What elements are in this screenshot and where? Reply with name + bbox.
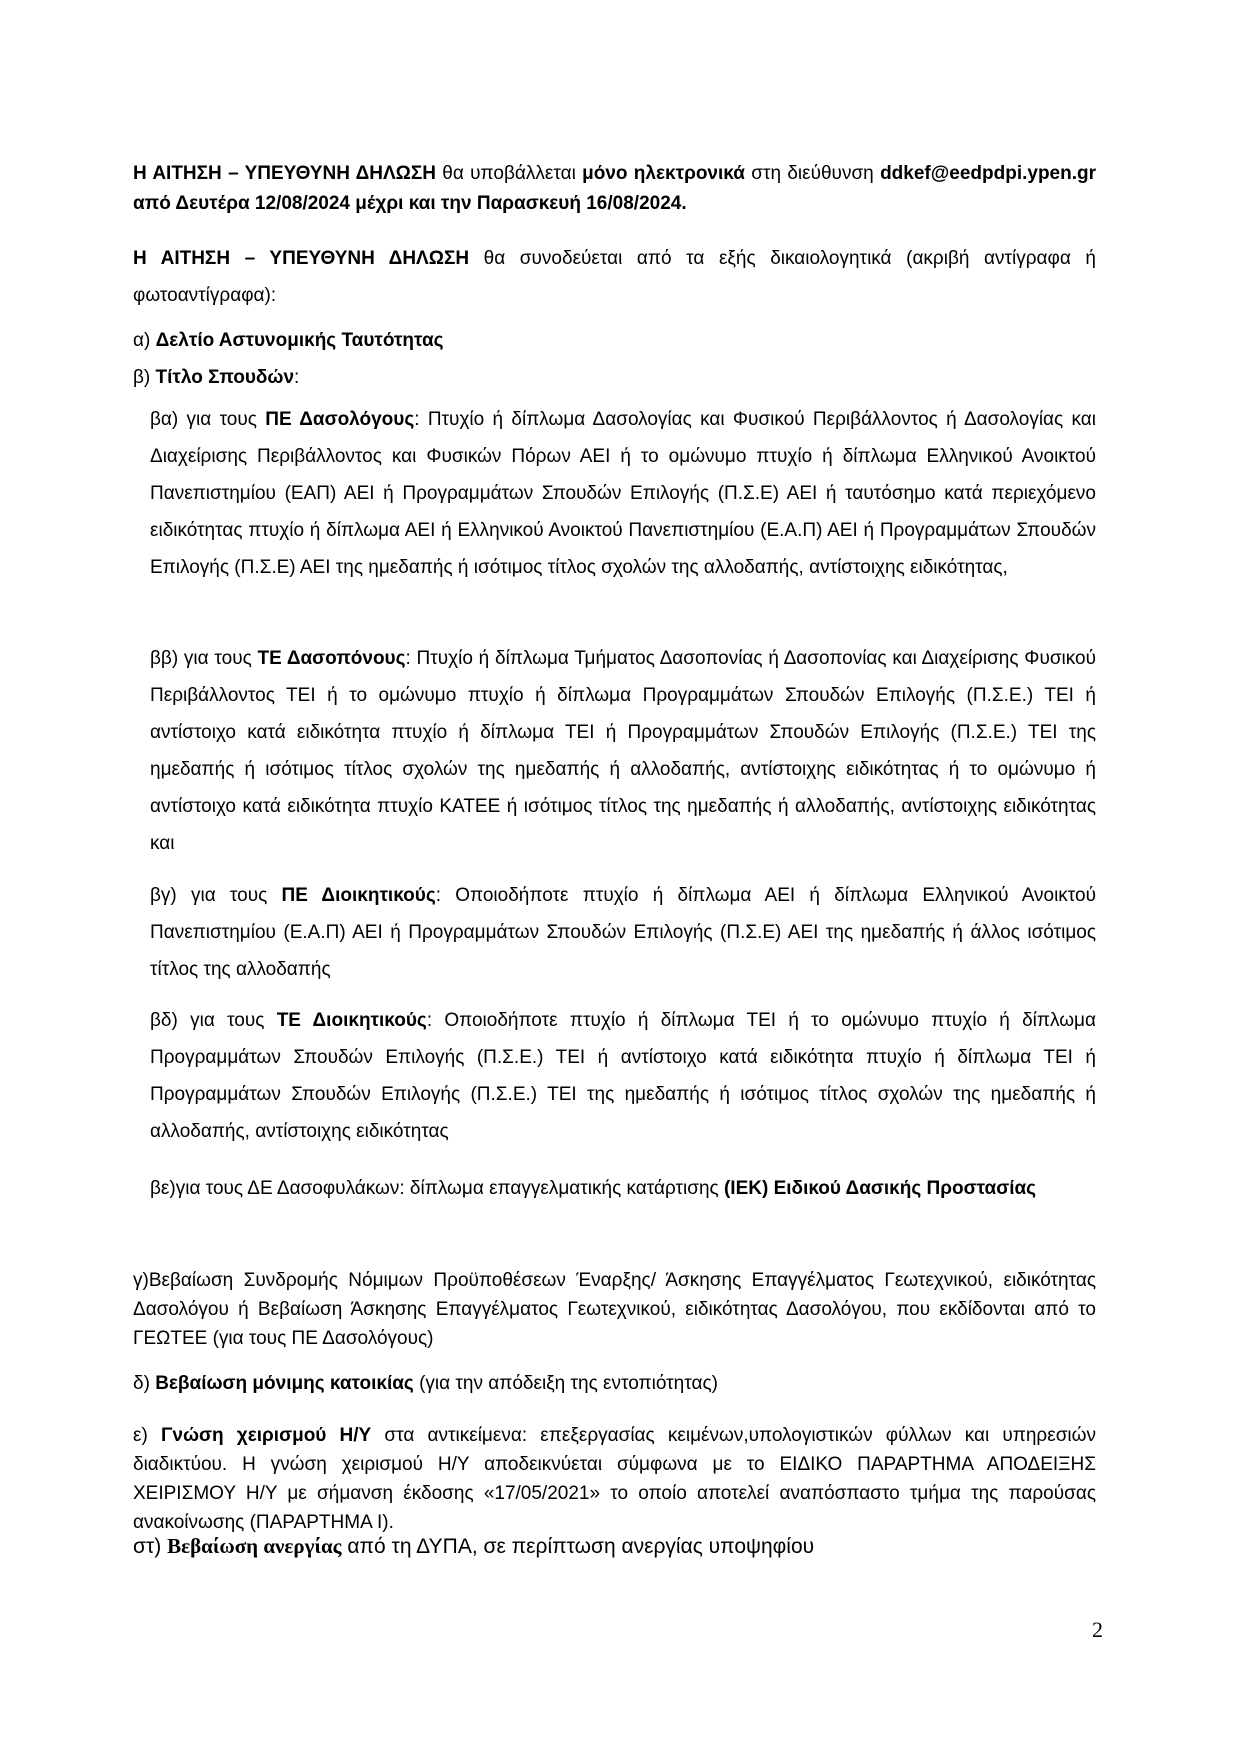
text-run: : Οποιοδήποτε πτυχίο ή δίπλωμα ΤΕΙ ή το ομώνυμο πτυχίο ή δίπλωμα Προγραμμάτων Σπουδών Επιλογής (Π.Σ.Ε.) ΤΕΙ ή αντίστοιχο κατά ειδικότητα πτυχίο ή δίπλωμα ΤΕΙ ή Προγραμμάτων Σπουδών Επιλογής (Π.Σ.Ε.) ΤΕΙ της ημεδαπής ή ισότιμος τίτλος σχολών της ημεδαπής ή αλλοδαπής, αντίστοιχης ειδικότητας xyxy=(150,1010,1096,1142)
bold-run: Βεβαίωση μόνιμης κατοικίας xyxy=(155,1373,414,1394)
item-st xyxy=(133,1532,1096,1561)
item-d xyxy=(133,1369,1096,1398)
text-run: ε) xyxy=(133,1425,161,1446)
item-bd xyxy=(150,1002,1096,1150)
application-title: Η ΑΙΤΗΣΗ – ΥΠΕΥΘΥΝΗ ΔΗΛΩΣΗ xyxy=(133,163,436,184)
bold-run: Τίτλο Σπουδών xyxy=(155,367,295,388)
bold-run: Γνώση χειρισμού Η/Υ xyxy=(160,1425,372,1446)
item-g xyxy=(133,1266,1096,1353)
text-run: : Πτυχίο ή δίπλωμα Δασολογίας και Φυσικού Περιβάλλοντος ή Δασολογίας και Διαχείρισης Περιβάλλοντος και Φυσικών Πόρων ΑΕΙ ή το ομώνυμο πτυχίο ή δίπλωμα Ελληνικού Ανοικτού Πανεπιστημίου (ΕΑΠ) ΑΕΙ ή Προγραμμάτων Σπουδών Επιλογής (Π.Σ.Ε) ΑΕΙ ή ταυτόσημο κατά περιεχόμενο ειδικότητας πτυχίο ή δίπλωμα ΑΕΙ ή Ελληνικού Ανοικτού Πανεπιστημίου (Ε.Α.Π) ΑΕΙ ή Προγραμμάτων Σπουδών Επιλογής (Π.Σ.Ε) ΑΕΙ της ημεδαπής ή ισότιμος τίτλος σχολών της αλλοδαπής, αντίστοιχης ειδικότητας, xyxy=(150,409,1096,578)
item-bb xyxy=(150,640,1096,862)
text-run: γ)Βεβαίωση Συνδρομής Νόμιμων Προϋποθέσεων Έναρξης/ Άσκησης Επαγγέλματος Γεωτεχνικού, ειδικότητας Δασολόγου ή Βεβαίωση Άσκησης Επαγγέλματος Γεωτεχνικού, ειδικότητας Δασολόγου, που εκδίδονται από το ΓΕΩΤΕΕ (για τους ΠΕ Δασολόγους) xyxy=(133,1270,1096,1349)
bold-run: ΤΕ Δασοπόνους xyxy=(257,648,406,669)
item-b xyxy=(133,359,1096,396)
item-ba xyxy=(150,401,1096,586)
bold-run: Η ΑΙΤΗΣΗ – ΥΠΕΥΘΥΝΗ ΔΗΛΩΣΗ xyxy=(133,248,470,269)
text-run: βγ) για τους xyxy=(150,885,282,906)
text-run: θα συνοδεύεται από τα εξής δικαιολογητικά (ακριβή αντίγραφα ή φωτοαντίγραφα): xyxy=(133,248,1096,306)
text-run: : Πτυχίο ή δίπλωμα Τμήματος Δασοπονίας ή Δασοπονίας και Διαχείρισης Φυσικού Περιβάλλοντος ΤΕΙ ή το ομώνυμο πτυχίο ή δίπλωμα Προγραμμάτων Σπουδών Επιλογής (Π.Σ.Ε.) ΤΕΙ ή αντίστοιχο κατά ειδικότητα πτυχίο ή δίπλωμα ΤΕΙ ή Προγραμμάτων Σπουδών Επιλογής (Π.Σ.Ε.) ΤΕΙ της ημεδαπής ή ισότιμος τίτλος σχολών της ημεδαπής ή αλλοδαπής, αντίστοιχης ειδικότητας ή το ομώνυμο ή αντίστοιχο κατά ειδικότητα πτυχίο ΚΑΤΕΕ ή ισότιμος τίτλος της ημεδαπής ή αλλοδαπής, αντίστοιχης ειδικότητας και xyxy=(150,648,1097,854)
documents-intro-paragraph xyxy=(133,240,1096,314)
item-a xyxy=(133,322,1096,359)
item-be xyxy=(150,1174,1096,1203)
text-run: από τη ΔΥΠΑ, σε περίπτωση ανεργίας υποψηφίου xyxy=(341,1535,815,1558)
text-run: ββ) για τους xyxy=(150,648,258,669)
text-run: : Οποιοδήποτε πτυχίο ή δίπλωμα ΑΕΙ ή δίπλωμα Ελληνικού Ανοικτού Πανεπιστημίου (Ε.Α.Π) ΑΕΙ ή Προγραμμάτων Σπουδών Επιλογής (Π.Σ.Ε) ΑΕΙ της ημεδαπής ή άλλος ισότιμος τίτλος της αλλοδαπής xyxy=(150,885,1097,980)
bold-run: ΠΕ Διοικητικούς xyxy=(281,885,436,906)
bold-run: μόνο ηλεκτρονικά xyxy=(582,163,745,184)
submission-paragraph xyxy=(133,159,1096,219)
text-run: στη διεύθυνση xyxy=(744,163,881,184)
bold-run: ΠΕ Δασολόγους xyxy=(265,409,415,430)
email-and-dates: ddkef@eedpdpi.ypen.gr από Δευτέρα 12/08/2024 μέχρι και την Παρασκευή 16/08/2024. xyxy=(133,163,1097,214)
text-run: β) xyxy=(133,367,156,388)
text-run: (για την απόδειξη της εντοπιότητας) xyxy=(413,1373,718,1394)
text-run: βδ) για τους xyxy=(150,1010,277,1031)
text-run: : xyxy=(294,367,300,388)
text-run: βα) για τους xyxy=(150,409,266,430)
page-number: 2 xyxy=(1092,1617,1103,1642)
text-run: βε)για τους ΔΕ Δασοφυλάκων: δίπλωμα επαγγελματικής κατάρτισης xyxy=(150,1178,724,1199)
bold-run: (ΙΕΚ) Ειδικού Δασικής Προστασίας xyxy=(723,1178,1037,1199)
bold-run: ΤΕ Διοικητικούς xyxy=(276,1010,427,1031)
text-run: δ) xyxy=(133,1373,156,1394)
bold-run: Δελτίο Αστυνομικής Ταυτότητας xyxy=(155,330,444,351)
bold-run: Βεβαίωση ανεργίας xyxy=(167,1534,342,1558)
text-run: θα υποβάλλεται xyxy=(436,163,583,184)
item-bg xyxy=(150,877,1096,988)
text-run: στ) xyxy=(133,1535,168,1558)
text-run: α) xyxy=(133,330,156,351)
text-run: στα αντικείμενα: επεξεργασίας κειμένων,υπολογιστικών φύλλων και υπηρεσιών διαδικτύου. Η γνώση χειρισμού Η/Υ αποδεικνύεται σύμφωνα με το ΕΙΔΙΚΟ ΠΑΡΑΡΤΗΜΑ ΑΠΟΔΕΙΞΗΣ ΧΕΙΡΙΣΜΟΥ Η/Υ με σήμανση έκδοσης «17/05/2021» το οποίο αποτελεί αναπόσπαστο τμήμα της παρούσας ανακοίνωσης (ΠΑΡΑΡΤΗΜΑ Ι). xyxy=(133,1425,1096,1533)
item-e xyxy=(133,1421,1096,1537)
